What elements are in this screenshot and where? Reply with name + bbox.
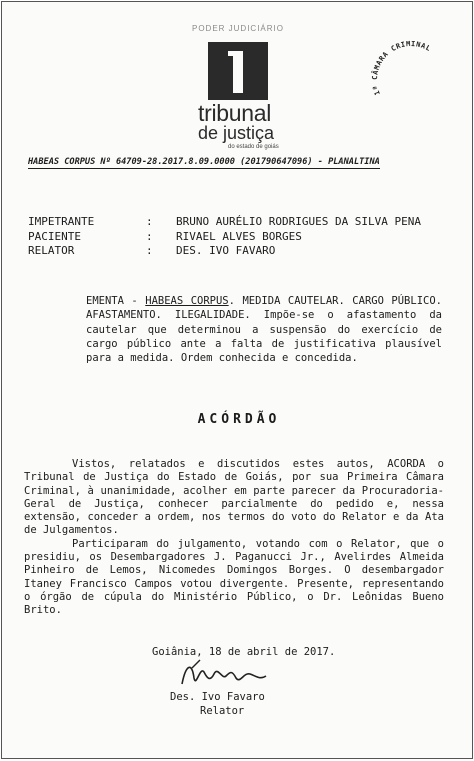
party-role: IMPETRANTE — [28, 215, 95, 228]
document-page — [1, 1, 473, 759]
party-name: RIVAEL ALVES BORGES — [176, 229, 302, 243]
paragraph-vistos: Vistos, relatados e discutidos estes autos, ACORDA o Tribunal de Justiça do Estado de Goiás, por sua Primeira Câmara Criminal, à unanimidade, acolher em parte parecer da Procuradoria-Geral de Justiça, conhecer parcialmente do pedido e, nessa extensão, conceder a ordem, nos termos do voto do Relator e da Ata de Julgamentos. — [24, 458, 444, 537]
camara-criminal-stamp-icon — [366, 32, 454, 120]
party-name: DES. IVO FAVARO — [176, 244, 276, 257]
handwritten-signature-icon — [174, 654, 274, 694]
signer-role: Relator — [200, 705, 245, 717]
svg-text:1ª CÂMARA CRIMINAL — [370, 40, 432, 96]
case-title — [28, 157, 458, 167]
poder-judiciario-heading: PODER JUDICIÁRIO — [191, 24, 284, 33]
case-title-text: HABEAS CORPUS Nº 64709-28.2017.8.09.0000 (201790647096) - PLANALTINA — [28, 157, 380, 167]
paragraph-participaram: Participaram do julgamento, votando com o Relator, que o presidiu, os Desembargadores J. Paganucci Jr., Avelirdes Almeida Pinheiro de Lemos, Nicomedes Domingos Borges. O desembargador Itaney Francisco Campos votou divergente. Presente, representando o órgão de cúpula do Ministério Público, o Dr. Leônidas Bueno Brito. — [24, 537, 444, 617]
logo-text-de-justica: de justiça — [198, 123, 275, 143]
logo-text-estado: do estado de goiás — [228, 144, 279, 150]
tribunal-logo-icon — [208, 42, 268, 100]
signature-block — [170, 690, 320, 718]
stamp-text: 1ª CÂMARA CRIMINAL — [370, 39, 433, 97]
ementa-text: . MEDIDA CAUTELAR. CARGO PÚBLICO. AFASTAMENTO. ILEGALIDADE. Impõe-se o afastamento da cautelar que determinou a suspensão do exercício de cargo público ante a falta de justificativa plausível para a medida. Ordem conhecida e concedida. — [86, 295, 442, 365]
ementa-habeas-corpus: HABEAS CORPUS — [145, 295, 229, 307]
party-row — [28, 230, 421, 245]
party-name: BRUNO AURÉLIO RODRIGUES DA SILVA PENA — [176, 215, 422, 228]
ementa-prefix: EMENTA - — [86, 295, 146, 307]
party-colon: : — [146, 229, 153, 243]
dateline: Goiânia, 18 de abril de 2017. — [152, 646, 336, 658]
logo-text-tribunal: tribunal — [198, 100, 272, 126]
party-role: PACIENTE — [28, 229, 81, 243]
party-colon: : — [146, 244, 153, 257]
party-row — [28, 244, 421, 259]
signer-name: Des. Ivo Favaro — [170, 691, 265, 703]
ementa-paragraph — [86, 294, 442, 365]
acordao-heading: ACÓRDÃO — [197, 412, 281, 427]
acordao-body — [24, 458, 444, 618]
party-row — [28, 215, 421, 230]
party-colon: : — [146, 215, 153, 228]
party-role: RELATOR — [28, 244, 75, 257]
parties-block — [28, 215, 421, 259]
